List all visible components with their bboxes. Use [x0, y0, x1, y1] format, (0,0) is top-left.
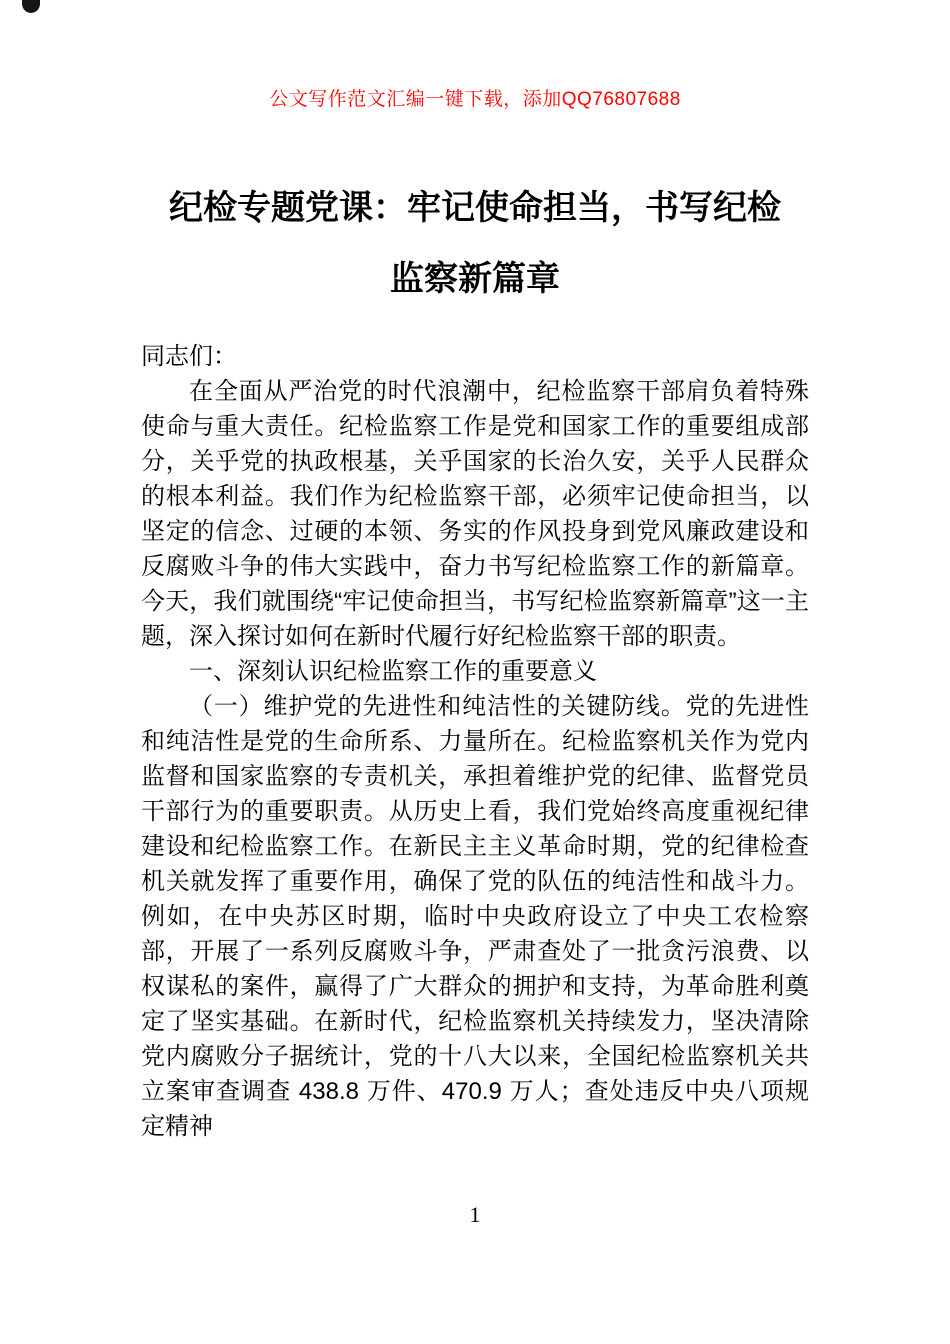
document-title-line2: 监察新篇章 — [390, 260, 560, 298]
salutation: 同志们： — [141, 343, 237, 370]
paragraph-intro: 在全面从严治党的时代浪潮中，纪检监察干部肩负着特殊使命与重大责任。纪检监察工作是党和国家工作的重要组成部分，关乎党的执政根基，关乎国家的长治久安，关乎人民群众的根本利益。我们作为纪检监察干部，必须牢记使命担当，以坚定的信念、过硬的本领、务实的作风投身到党风廉政建设和反腐败斗争的伟大实践中，奋力书写纪检监察工作的新篇章。今天，我们就围绕“牢记使命担当，书写纪检监察新篇章”这一主题，深入探讨如何在新时代履行好纪检监察干部的职责。 — [141, 378, 809, 650]
page-number: 1 — [469, 1202, 481, 1227]
document-title — [0, 173, 950, 315]
document-title-line1: 纪检专题党课：牢记使命担当，书写纪检 — [169, 189, 781, 227]
header-promo-text: 公文写作范文汇编一键下载，添加QQ76807688 — [269, 89, 681, 110]
section-heading: 一、深刻认识纪检监察工作的重要意义 — [189, 658, 597, 685]
document-body — [141, 339, 809, 1144]
paragraph-section-one: （一）维护党的先进性和纯洁性的关键防线。党的先进性和纯洁性是党的生命所系、力量所在。纪检监察机关作为党内监督和国家监察的专责机关，承担着维护党的纪律、监督党员干部行为的重要职责。从历史上看，我们党始终高度重视纪律建设和纪检监察工作。在新民主主义革命时期，党的纪律检查机关就发挥了重要作用，确保了党的队伍的纯洁性和战斗力。例如，在中央苏区时期，临时中央政府设立了中央工农检察部，开展了一系列反腐败斗争，严肃查处了一批贪污浪费、以权谋私的案件，赢得了广大群众的拥护和支持，为革命胜利奠定了坚实基础。在新时代，纪检监察机关持续发力，坚决清除党内腐败分子据统计，党的十八大以来，全国纪检监察机关共立案审查调查 438.8 万件、470.9 万人；查处违反中央八项规定精神 — [141, 693, 809, 1140]
